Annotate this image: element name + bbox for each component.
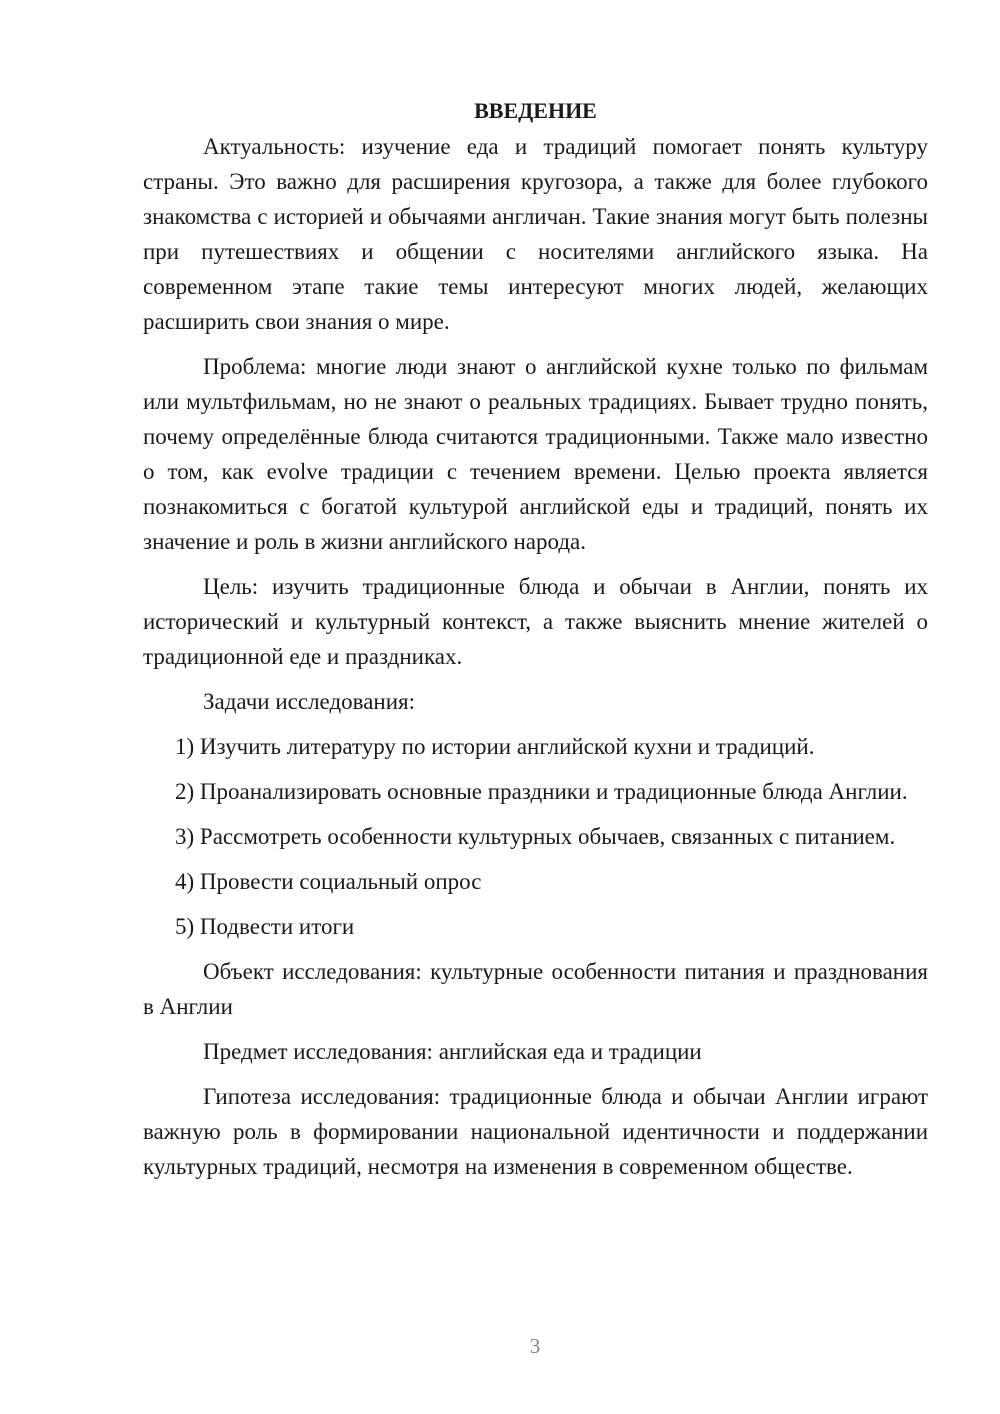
task-item-2: 2) Проанализировать основные праздники и традиционные блюда Англии. bbox=[175, 779, 908, 804]
page-title: ВВЕДЕНИЕ bbox=[474, 98, 597, 123]
paragraph-hypothesis: Гипотеза исследования: традиционные блюда и обычаи Англии играют важную роль в формировании национальной идентичности и поддержании культурных традиций, несмотря на изменения в современном обществе. bbox=[143, 1084, 928, 1179]
paragraph-problem: Проблема: многие люди знают о английской кухне только по фильмам или мультфильмам, но не знают о реальных традициях. Бывает трудно понять, почему определённые блюда считаются традиционными. Также мало известно о том, как evolve традиции с течением времени. Целью проекта является познакомиться с богатой культурой английской еды и традиций, понять их значение и роль в жизни английского народа. bbox=[143, 354, 928, 554]
task-item-1: 1) Изучить литературу по истории английской кухни и традиций. bbox=[175, 734, 815, 759]
task-item-3: 3) Рассмотреть особенности культурных обычаев, связанных с питанием. bbox=[175, 824, 896, 849]
paragraph-subject: Предмет исследования: английская еда и традиции bbox=[203, 1039, 702, 1064]
task-item-5: 5) Подвести итоги bbox=[175, 914, 355, 939]
document-body bbox=[143, 93, 928, 1194]
task-item-4: 4) Провести социальный опрос bbox=[175, 869, 482, 894]
page-number: 3 bbox=[529, 1334, 541, 1358]
paragraph-relevance: Актуальность: изучение еда и традиций помогает понять культуру страны. Это важно для расширения кругозора, а также для более глубокого знакомства с историей и обычаями англичан. Такие знания могут быть полезны при путешествиях и общении с носителями английского языка. На современном этапе такие темы интересуют многих людей, желающих расширить свои знания о мире. bbox=[143, 134, 928, 334]
paragraph-object: Объект исследования: культурные особенности питания и празднования в Англии bbox=[143, 959, 928, 1019]
paragraph-goal: Цель: изучить традиционные блюда и обычаи в Англии, понять их исторический и культурный контекст, а также выяснить мнение жителей о традиционной еде и праздниках. bbox=[143, 574, 928, 669]
tasks-heading: Задачи исследования: bbox=[203, 689, 416, 714]
